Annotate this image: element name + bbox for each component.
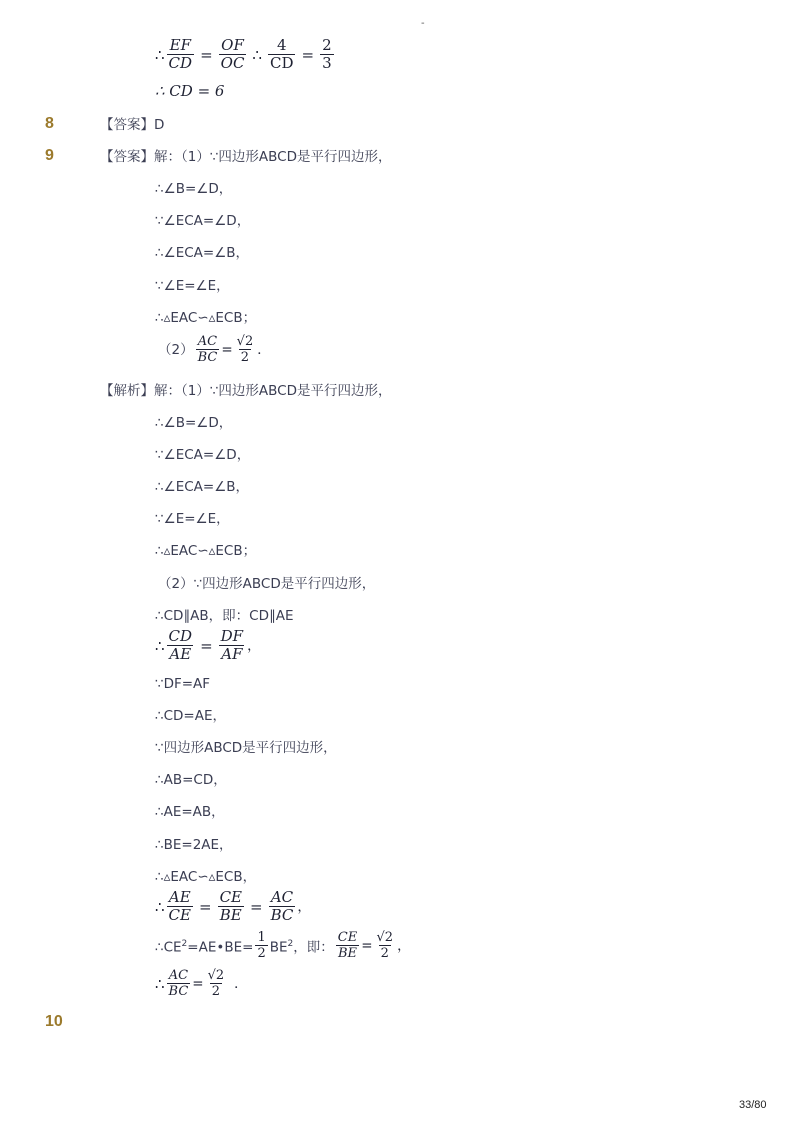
analysis-line: ∴▵EAC∽▵ECB； xyxy=(155,543,257,559)
ce-squared-text xyxy=(155,935,253,957)
frac-den: BC xyxy=(168,984,189,999)
frac-num: CE xyxy=(219,888,242,906)
therefore-symbol: ∴ xyxy=(155,636,165,655)
q9-answer-intro xyxy=(100,148,392,166)
q9-analysis-intro xyxy=(100,382,392,400)
frac-num: 4 xyxy=(276,36,287,54)
frac-num: 1 xyxy=(257,930,266,945)
frac-den: 2 xyxy=(380,946,389,961)
frac-num: AC xyxy=(168,968,189,983)
answer-tag: 【答案】 xyxy=(100,149,154,165)
analysis-line: ∵∠E=∠E， xyxy=(155,511,230,527)
analysis-line: ∴CD=AE， xyxy=(155,708,226,724)
q8-answer xyxy=(100,116,164,134)
frac-num: √2 xyxy=(376,930,394,945)
frac-den: CE xyxy=(168,906,191,924)
frac-den: BC xyxy=(197,350,218,365)
answer-intro-text: 解：（1）∵四边形ABCD是平行四边形， xyxy=(154,149,392,165)
frac-den: BE xyxy=(219,906,242,924)
frac-den: CD xyxy=(168,54,193,72)
therefore-symbol: ∴ xyxy=(155,45,165,64)
frac-num: 2 xyxy=(322,36,332,54)
equals-sign: = xyxy=(200,45,213,64)
equals-sign: = xyxy=(221,341,233,358)
analysis-line: ∴AE=AB， xyxy=(155,804,225,820)
question-number-10: 10 xyxy=(45,1013,63,1030)
fraction-cd-ae xyxy=(167,628,195,663)
answer-tag: 【答案】 xyxy=(100,117,154,133)
frac-den: CD xyxy=(269,54,294,72)
analysis-line: ∴BE=2AE， xyxy=(155,837,233,853)
frac-den: AE xyxy=(169,645,192,663)
fraction-ac-bc xyxy=(269,889,296,924)
fraction-ef-cd xyxy=(167,37,195,72)
frac-num: √2 xyxy=(236,334,254,349)
equals-sign: = xyxy=(198,897,212,916)
equals-sign: = xyxy=(301,45,315,64)
ce-text: ∴CE xyxy=(155,939,182,956)
answer-line: ∴∠ECA=∠B， xyxy=(155,245,250,261)
equals-sign: = xyxy=(361,937,373,954)
analysis-line: ∴▵EAC∽▵ECB， xyxy=(155,869,257,885)
fraction-one-half xyxy=(255,930,267,961)
namely-text: ，即： xyxy=(293,939,334,956)
fraction-ce-be xyxy=(336,930,359,961)
analysis-line: ∵四边形ABCD是平行四边形， xyxy=(155,740,337,756)
frac-num: AE xyxy=(168,888,191,906)
frac-den: AF xyxy=(221,645,243,663)
equals-sign: = xyxy=(200,636,213,655)
analysis-line: ∴∠B=∠D， xyxy=(155,415,233,431)
frac-num: CE xyxy=(337,930,358,945)
period: ． xyxy=(234,975,248,992)
equals-sign: = xyxy=(192,975,204,992)
page-number: 33/80 xyxy=(739,1099,767,1111)
fraction-df-af xyxy=(219,628,245,663)
top-dash-mark: - xyxy=(421,18,425,29)
frac-den: 2 xyxy=(211,984,221,999)
equals-sign: = xyxy=(250,897,263,916)
comma: ， xyxy=(247,637,261,654)
fraction-ce-be xyxy=(218,889,244,924)
frac-den: BE xyxy=(337,946,357,961)
analysis-final xyxy=(155,968,248,999)
fraction-of-oc xyxy=(219,37,247,72)
frac-den: 2 xyxy=(240,350,250,365)
frac-num: AC xyxy=(197,334,218,349)
frac-den: OC xyxy=(220,54,245,72)
frac-num: DF xyxy=(220,627,244,645)
superscript: 2 xyxy=(181,938,188,949)
therefore-symbol: ∴ xyxy=(252,45,262,64)
fraction-sqrt2-2 xyxy=(235,334,256,365)
frac-den: 2 xyxy=(257,946,266,961)
therefore-symbol: ∴ xyxy=(155,897,165,916)
analysis-line: ∴∠ECA=∠B， xyxy=(155,479,250,495)
fraction-ac-bc xyxy=(167,968,191,999)
frac-num: CD xyxy=(168,627,193,645)
frac-num: AC xyxy=(270,888,294,906)
part-label: （2） xyxy=(158,341,194,358)
analysis-triple-proportion xyxy=(155,889,311,924)
fraction-sqrt2-2 xyxy=(206,968,227,999)
answer-line: ∵∠E=∠E， xyxy=(155,278,230,294)
be-squared-text xyxy=(270,935,334,957)
therefore-symbol: ∴ xyxy=(155,974,165,993)
analysis-intro-text: 解：（1）∵四边形ABCD是平行四边形， xyxy=(154,383,392,399)
fraction-ae-ce xyxy=(167,889,193,924)
comma: ， xyxy=(397,937,411,954)
proportion-equation xyxy=(155,37,336,72)
analysis-line: （2）∵四边形ABCD是平行四边形， xyxy=(158,576,376,592)
question-number-9: 9 xyxy=(45,147,54,164)
ae-be-text: =AE•BE= xyxy=(187,939,254,956)
analysis-line: ∴CD∥AB，即：CD∥AE xyxy=(155,608,294,624)
analysis-proportion xyxy=(155,628,261,663)
frac-num: √2 xyxy=(207,968,225,983)
frac-num: EF xyxy=(169,36,191,54)
answer-line: ∴∠B=∠D， xyxy=(155,181,233,197)
fraction-ac-bc xyxy=(196,334,220,365)
answer-line: ∴▵EAC∽▵ECB； xyxy=(155,310,257,326)
answer-line: ∵∠ECA=∠D， xyxy=(155,213,251,229)
superscript: 2 xyxy=(287,938,294,949)
analysis-tag: 【解析】 xyxy=(100,383,154,399)
fraction-4-cd xyxy=(268,37,296,72)
answer-value: D xyxy=(154,117,165,133)
frac-den: 3 xyxy=(322,54,332,72)
analysis-ce-squared-line xyxy=(155,930,411,961)
question-number-8: 8 xyxy=(45,115,54,132)
analysis-line: ∵∠ECA=∠D， xyxy=(155,447,251,463)
comma: ， xyxy=(297,898,311,915)
cd-result: ∴ CD = 6 xyxy=(155,82,225,100)
analysis-line: ∵DF=AF xyxy=(155,676,211,692)
analysis-line: ∴AB=CD， xyxy=(155,772,227,788)
period: ． xyxy=(257,341,271,358)
be-text: BE xyxy=(269,939,288,956)
fraction-sqrt2-2 xyxy=(375,930,396,961)
answer-part2 xyxy=(158,334,271,365)
fraction-2-3 xyxy=(320,37,334,72)
frac-num: OF xyxy=(221,36,244,54)
frac-den: BC xyxy=(270,906,294,924)
